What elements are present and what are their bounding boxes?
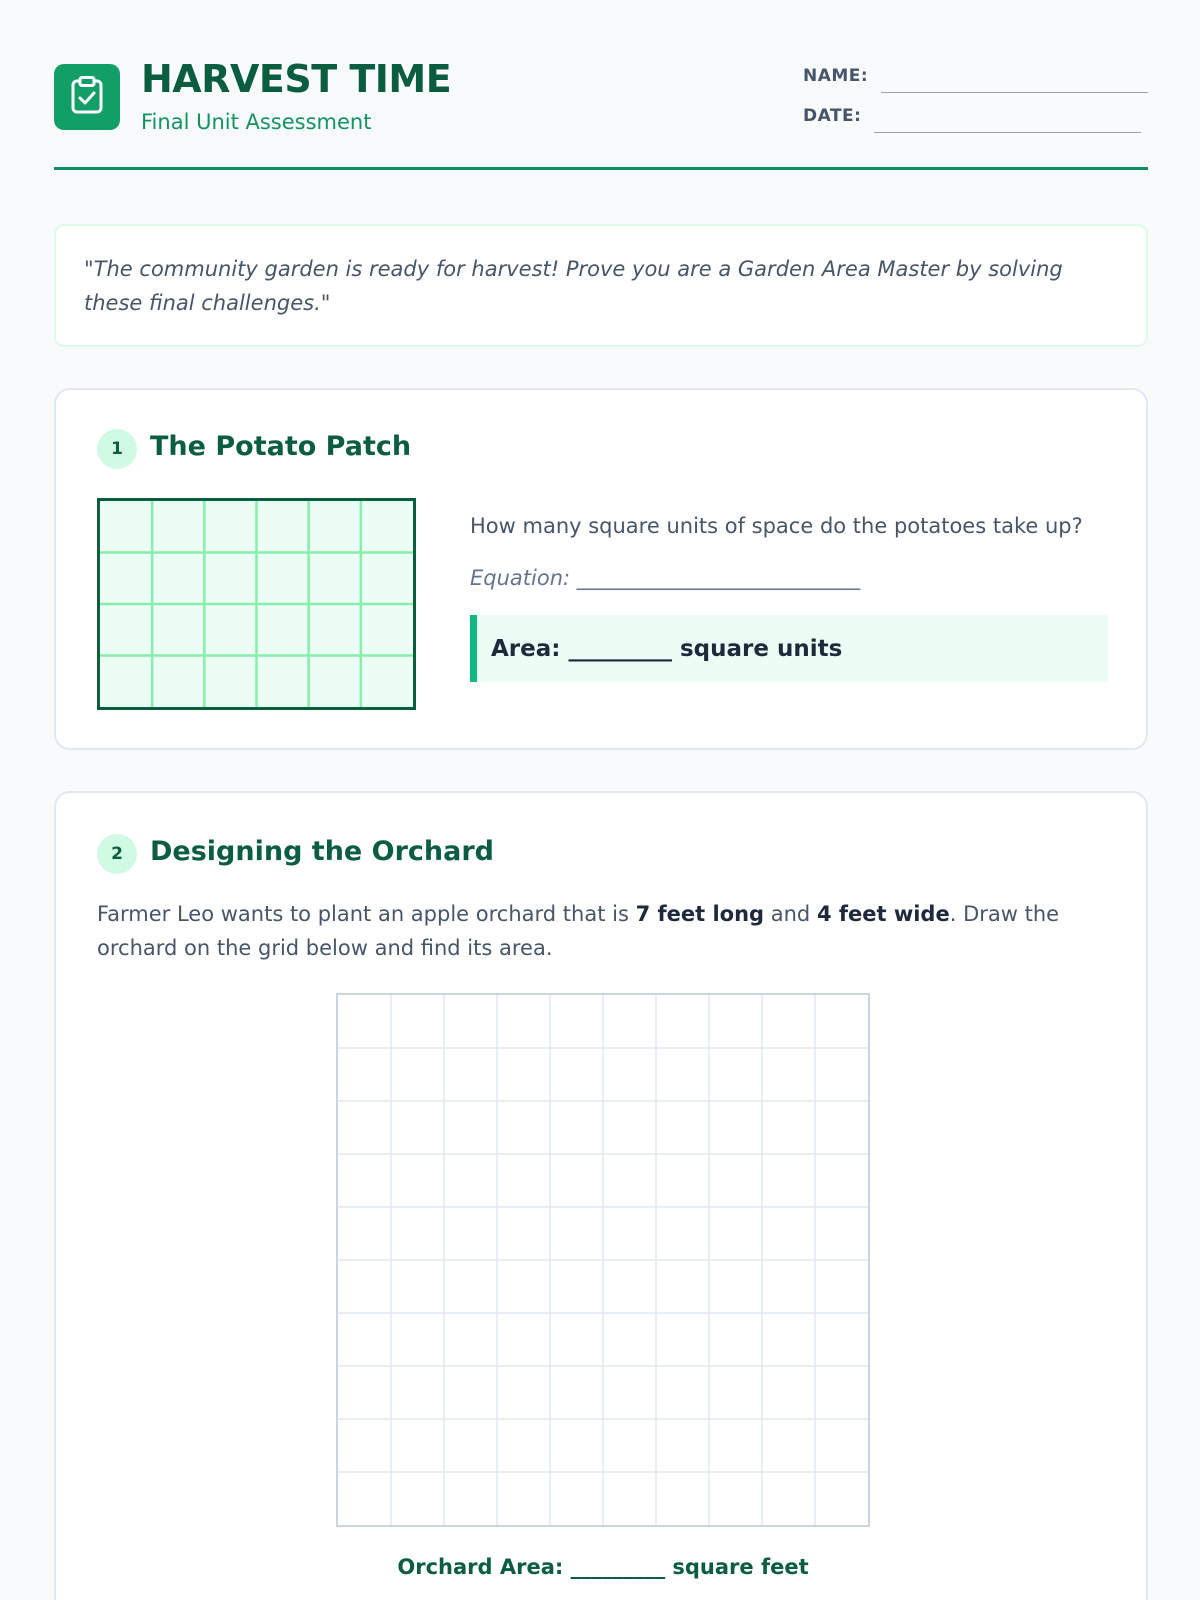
area-answer-label: Area: _________ square units [491,635,843,662]
potato-grid-lines [100,501,413,707]
date-field[interactable] [874,132,1141,133]
width-value: 4 feet wide [816,902,950,926]
area-answer-box[interactable] [470,615,1108,682]
page-title: HARVEST TIME [141,57,452,101]
length-value: 7 feet long [635,902,765,926]
question-title: Designing the Orchard [150,836,494,867]
question-text: Farmer Leo wants to plant an apple orchard that is 7 feet long and 4 feet wide. Draw the orchard on the grid below and find its area. [97,902,1060,960]
question-text: How many square units of space do the potatoes take up? [470,514,1083,538]
question-number-badge: 1 [97,429,137,469]
date-label: DATE: [803,106,862,126]
orchard-drawing-grid[interactable] [336,993,870,1527]
potato-patch-grid [97,498,416,710]
clipboard-check-icon [70,76,104,118]
equation-blank[interactable]: Equation: ___________________________ [470,566,861,590]
intro-text: "The community garden is ready for harvest! Prove you are a Garden Area Master by solving these final challenges." [84,257,1063,315]
orchard-grid-lines [338,995,868,1525]
name-label: NAME: [803,66,869,86]
logo [54,64,120,130]
question-card-1 [54,388,1148,750]
page-subtitle: Final Unit Assessment [141,110,372,134]
name-field[interactable] [881,92,1148,93]
question-card-2 [54,791,1148,1600]
orchard-area-answer[interactable]: Orchard Area: _________ square feet [397,1555,809,1579]
worksheet-header [54,57,1148,170]
question-number-badge: 2 [97,834,137,874]
question-title: The Potato Patch [150,431,412,462]
intro-box [54,224,1148,347]
